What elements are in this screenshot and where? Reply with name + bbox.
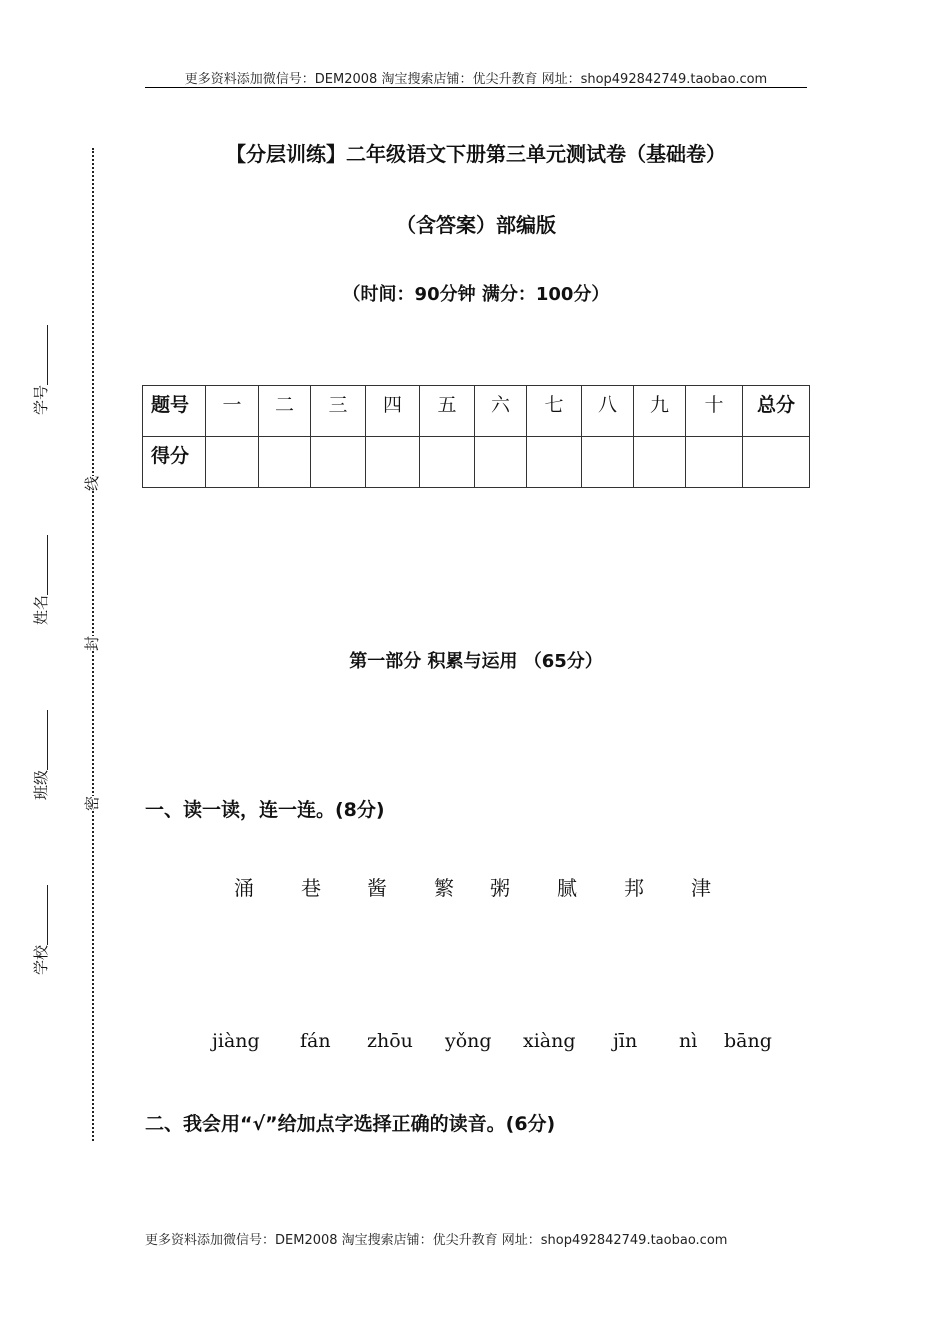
header-rule (145, 87, 807, 88)
seal-char-mi: 密 (83, 795, 102, 812)
q1-title: 一、读一读，连一连。(8分) (145, 799, 385, 821)
table-header-cell: 六 (475, 386, 527, 437)
table-header-cell: 题号 (143, 386, 206, 437)
score-cell[interactable] (743, 437, 810, 488)
page-title-line1: 【分层训练】二年级语文下册第三单元测试卷（基础卷） (226, 142, 726, 166)
part1-heading: 第一部分 积累与运用 （65分） (349, 651, 603, 672)
score-cell[interactable] (420, 437, 475, 488)
score-cell[interactable] (475, 437, 527, 488)
table-header-cell: 四 (366, 386, 420, 437)
q1-pinyin[interactable]: xiàng (523, 1030, 576, 1052)
field-student-number (30, 325, 51, 415)
q1-char[interactable]: 腻 (557, 876, 577, 900)
q1-char[interactable]: 繁 (434, 876, 454, 900)
score-cell[interactable] (206, 437, 259, 488)
q1-pinyin[interactable]: fán (300, 1030, 331, 1052)
score-cell[interactable] (259, 437, 311, 488)
field-class (30, 710, 51, 800)
field-school (30, 885, 51, 975)
q1-char[interactable]: 酱 (367, 876, 387, 900)
score-cell[interactable] (686, 437, 743, 488)
q1-char[interactable]: 邦 (624, 876, 644, 900)
score-table-header-row (143, 386, 810, 437)
score-table (142, 385, 810, 488)
q1-pinyin[interactable]: yǒng (445, 1030, 492, 1052)
table-header-cell: 八 (582, 386, 634, 437)
table-header-cell: 三 (311, 386, 366, 437)
field-name (30, 535, 51, 625)
score-cell[interactable] (527, 437, 582, 488)
q1-char[interactable]: 粥 (490, 876, 510, 900)
score-cell[interactable] (366, 437, 420, 488)
field-school-label: 学校 (32, 944, 50, 975)
table-header-cell: 九 (634, 386, 686, 437)
table-header-cell: 十 (686, 386, 743, 437)
field-school-blank (35, 885, 48, 945)
seal-char-feng: 封 (83, 635, 102, 652)
time-info: （时间：90分钟 满分：100分） (342, 284, 610, 305)
score-cell[interactable] (311, 437, 366, 488)
score-row-label: 得分 (143, 437, 206, 488)
q1-pinyin[interactable]: zhōu (367, 1030, 413, 1052)
table-header-cell: 五 (420, 386, 475, 437)
table-header-cell: 总分 (743, 386, 810, 437)
q2-title: 二、我会用“√”给加点字选择正确的读音。(6分) (145, 1113, 556, 1135)
score-table-score-row (143, 437, 810, 488)
q1-char[interactable]: 巷 (301, 876, 321, 900)
q1-pinyin[interactable]: jīn (613, 1030, 638, 1052)
field-class-blank (35, 710, 48, 770)
q1-pinyin[interactable]: nì (679, 1030, 698, 1052)
header-text: 更多资料添加微信号：DEM2008 淘宝搜索店铺：优尖升教育 网址：shop492842749.taobao.com (184, 72, 768, 87)
field-class-label: 班级 (32, 769, 50, 800)
score-cell[interactable] (582, 437, 634, 488)
seal-char-xian: 线 (83, 475, 102, 492)
q1-char[interactable]: 津 (691, 876, 711, 900)
table-header-cell: 一 (206, 386, 259, 437)
page-title-line2: （含答案）部编版 (396, 213, 556, 237)
table-header-cell: 二 (259, 386, 311, 437)
q1-pinyin[interactable]: jiàng (212, 1030, 260, 1052)
field-name-label: 姓名 (32, 594, 50, 625)
footer-text: 更多资料添加微信号：DEM2008 淘宝搜索店铺：优尖升教育 网址：shop492842749.taobao.com (145, 1233, 728, 1248)
table-header-cell: 七 (527, 386, 582, 437)
score-cell[interactable] (634, 437, 686, 488)
field-student-number-label: 学号 (32, 384, 50, 415)
field-name-blank (35, 535, 48, 595)
field-student-number-blank (35, 325, 48, 385)
q1-char[interactable]: 涌 (234, 876, 254, 900)
q1-pinyin[interactable]: bāng (724, 1030, 772, 1052)
